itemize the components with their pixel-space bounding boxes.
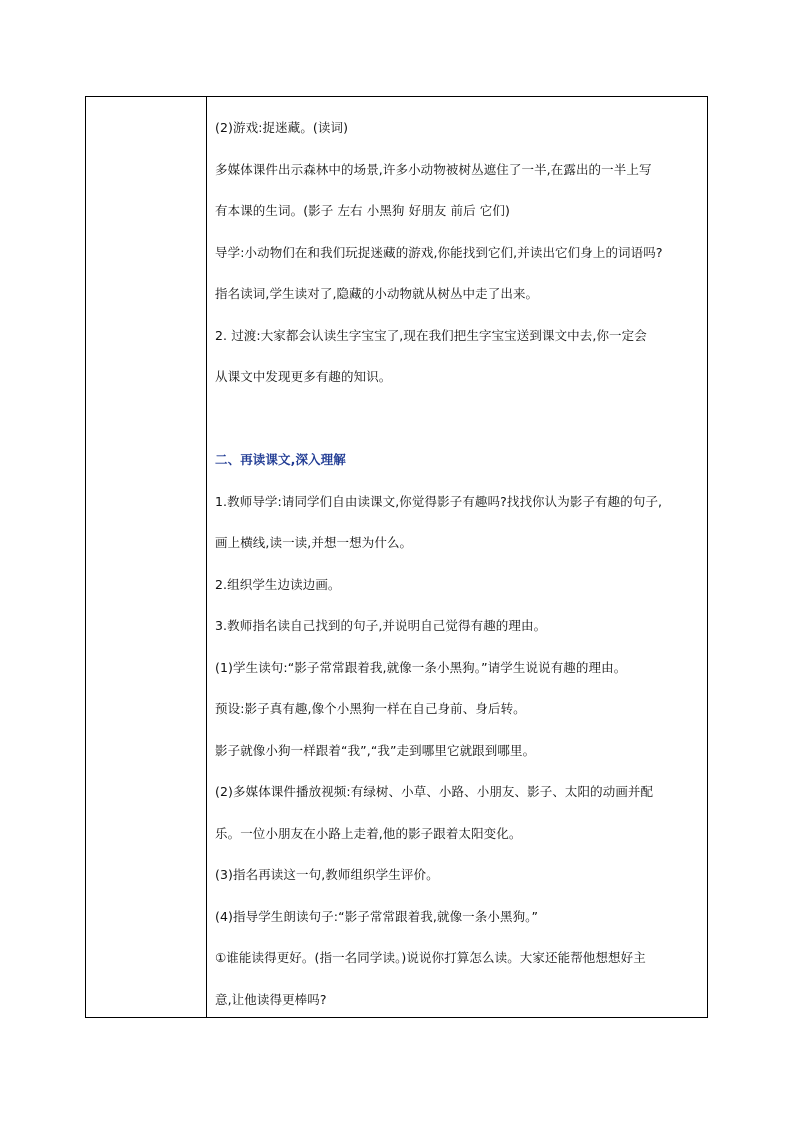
- table-content-cell: [215, 107, 703, 1020]
- text-line: 2. 过渡:大家都会认读生字宝宝了,现在我们把生字宝宝送到课文中去,你一定会: [215, 327, 647, 343]
- text-line: (1)学生读句:“影子常常跟着我,就像一条小黑狗。”请学生说说有趣的理由。: [215, 659, 627, 675]
- table-left-column: [86, 97, 207, 1017]
- blank-line: [215, 398, 703, 440]
- text-line: 从课文中发现更多有趣的知识。: [215, 369, 392, 384]
- text-line: 预设:影子真有趣,像个小黑狗一样在自己身前、身后转。: [215, 701, 526, 716]
- text-line: 3.教师指名读自己找到的句子,并说明自己觉得有趣的理由。: [215, 618, 547, 633]
- text-line: 导学:小动物们在和我们玩捉迷藏的游戏,你能找到它们,并读出它们身上的词语吗?: [215, 244, 663, 260]
- text-line: 2.组织学生边读边画。: [215, 576, 341, 592]
- text-line: 有本课的生词。(影子 左右 小黑狗 好朋友 前后 它们): [215, 203, 510, 218]
- text-line: 指名读词,学生读对了,隐藏的小动物就从树丛中走了出来。: [215, 286, 539, 301]
- text-line: 乐。一位小朋友在小路上走着,他的影子跟着太阳变化。: [215, 825, 522, 841]
- text-line: 多媒体课件出示森林中的场景,许多小动物被树丛遮住了一半,在露出的一半上写: [215, 161, 652, 177]
- text-line: (3)指名再读这一句,教师组织学生评价。: [215, 867, 439, 882]
- text-line: 意,让他读得更棒吗?: [215, 991, 327, 1007]
- text-line: (2)游戏:捉迷藏。(读词): [215, 120, 349, 135]
- text-line: ①谁能读得更好。(指一名同学读。)说说你打算怎么读。大家还能帮他想想好主: [215, 950, 646, 965]
- text-line: (2)多媒体课件播放视频:有绿树、小草、小路、小朋友、影子、太阳的动画并配: [215, 784, 654, 799]
- text-line: 1.教师导学:请同学们自由读课文,你觉得影子有趣吗?找找你认为影子有趣的句子,: [215, 493, 663, 509]
- text-line: 影子就像小狗一样跟着“我”,“我”走到哪里它就跟到哪里。: [215, 742, 536, 758]
- text-line: 画上横线,读一读,并想一想为什么。: [215, 535, 413, 550]
- text-line: (4)指导学生朗读句子:“影子常常跟着我,就像一条小黑狗。”: [215, 908, 539, 924]
- section-heading: 二、再读课文,深入理解: [215, 452, 346, 467]
- lesson-plan-table: [85, 96, 708, 1018]
